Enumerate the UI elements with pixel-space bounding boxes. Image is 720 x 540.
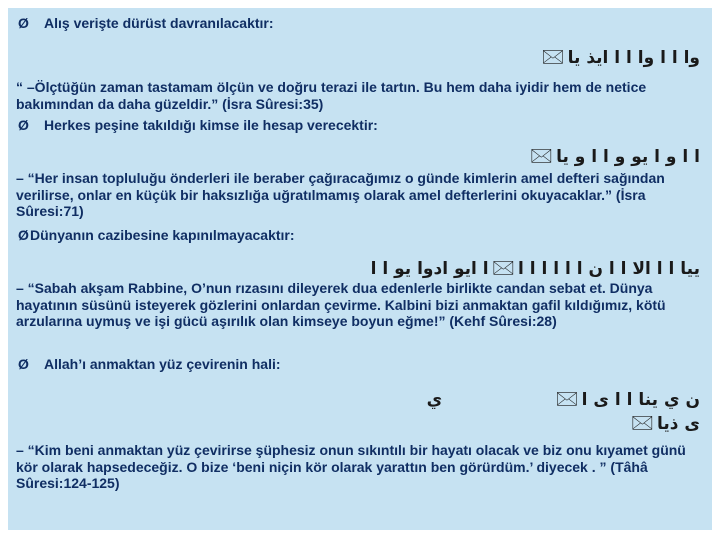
bullet-text: Alış verişte dürüst davranılacaktır: xyxy=(44,15,274,31)
paragraph-kehf-28 xyxy=(16,280,702,330)
bullet-text: Dünyanın cazibesine kapınılmayacaktır: xyxy=(30,227,295,243)
arabic-text-right: ن ي ينا ا ا ى ا xyxy=(581,390,700,410)
arabic-verse-1 xyxy=(538,42,700,76)
arabic-verse-5 xyxy=(628,408,700,442)
arabic-text: وا ا ا وا ا ا ايذ يا xyxy=(567,48,700,68)
arabic-text-left: ي xyxy=(426,390,443,410)
mail-icon: 🖂 xyxy=(491,255,515,279)
paragraph-text: – “Her insan topluluğu önderleri ile beraber çağıracağımız o günde kimlerin amel defteri sağından verilirse, onlar en küçük bir haksızlığa uğratılmamış olarak amel defterlerini okuyacaklar.” (İsra Sûresi:71) xyxy=(16,170,665,219)
paragraph-text: “ –Ölçtüğün zaman tastamam ölçün ve doğru terazi ile tartın. Bu hem daha iyidir hem de netice bakımından da daha güzeldir.” (İsra Sûresi:35) xyxy=(16,79,647,112)
arrow-bullet-icon: Ø xyxy=(18,356,29,372)
bullet-honest-trade xyxy=(18,15,274,31)
bullet-accountability xyxy=(18,117,378,133)
arrow-bullet-icon: Ø xyxy=(18,15,29,31)
paragraph-text: – “Sabah akşam Rabbine, O’nun rızasını dileyerek dua edenlerle birlikte candan sebat et. Dünya hayatının süsünü isteyerek gözlerini onlardan çevirme. Kalbini bizi anmaktan gafil kıldığımız, kötü arzularına uymuş ve işi gücü aşırılık olan kimseye boyun eğme!” (Kehf Sûresi:28) xyxy=(16,280,666,329)
arabic-text: ى ذيا xyxy=(657,414,700,434)
arrow-bullet-icon: Ø xyxy=(18,117,29,133)
paragraph-isra-35 xyxy=(16,79,702,112)
paragraph-taha-124 xyxy=(16,442,702,492)
bullet-worldly-charm xyxy=(18,227,295,243)
arrow-bullet-icon: Ø xyxy=(18,227,29,243)
mail-icon: 🖂 xyxy=(541,44,565,68)
paragraph-text: – “Kim beni anmaktan yüz çevirirse şüphesiz onun sıkıntılı bir hayatı olacak ve biz onu kıyamet günü kör olarak hapsedeceğiz. O bize ‘beni niçin kör olarak yarattın ben görürdüm.’ diyecek . ” (Tâhâ Sûresi:124-125) xyxy=(16,442,686,491)
bullet-text: Herkes peşine takıldığı kimse ile hesap verecektir: xyxy=(44,117,378,133)
bullet-turning-away xyxy=(18,356,281,372)
slide xyxy=(8,8,712,530)
bullet-text: Allah’ı anmaktan yüz çevirenin hali: xyxy=(44,356,281,372)
mail-icon: 🖂 xyxy=(555,386,579,410)
arabic-text-part-1: ييا ا ا الا ا ا ن ا ا ا ا ا ا xyxy=(518,259,700,279)
paragraph-isra-71 xyxy=(16,170,702,220)
arabic-text-part-2: ا ايو ادوا يو ا ا xyxy=(370,259,489,279)
arabic-text: ا ا و ا يو و ا ا و يا xyxy=(556,147,700,167)
mail-icon: 🖂 xyxy=(529,143,554,167)
mail-icon: 🖂 xyxy=(630,410,654,434)
